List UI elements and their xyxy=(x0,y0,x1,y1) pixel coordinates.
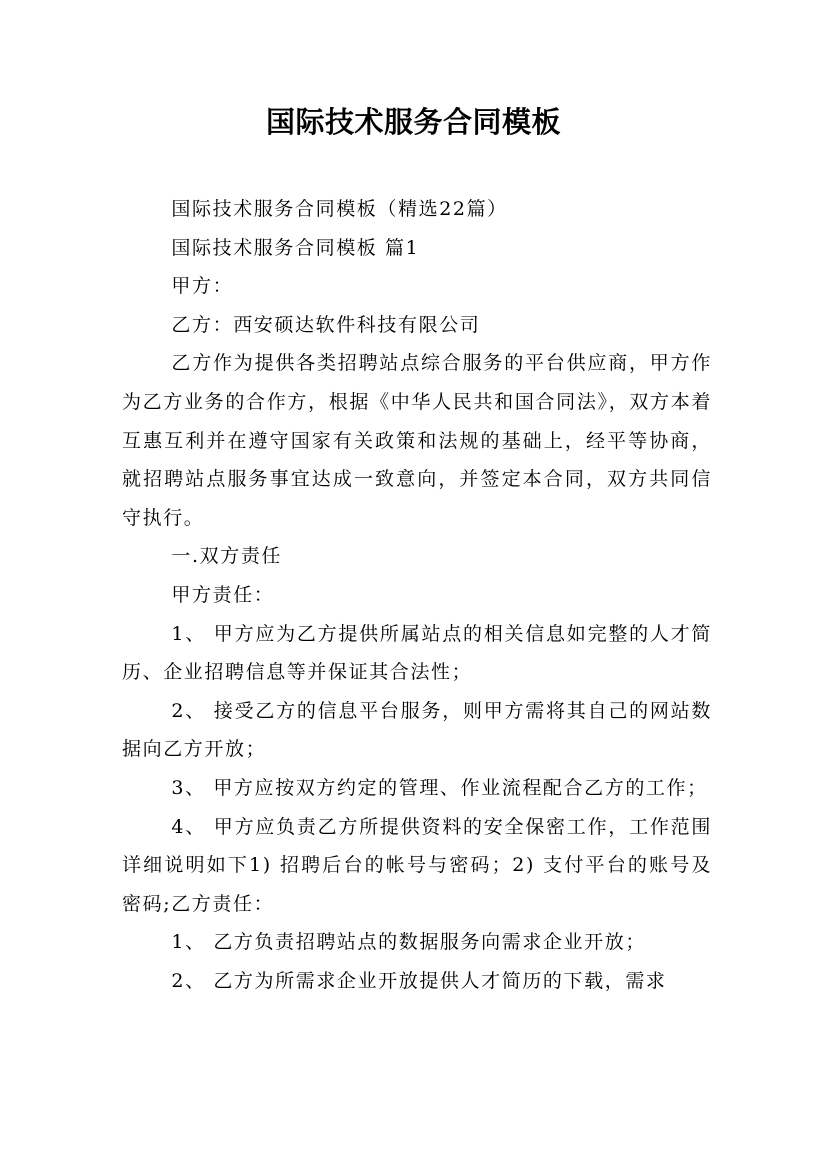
paragraph-clause-2: 2、 接受乙方的信息平台服务，则甲方需将其自己的网站数据向乙方开放； xyxy=(122,699,712,761)
paragraph-party-b-clause-1: 1、 乙方负责招聘站点的数据服务向需求企业开放； xyxy=(171,931,646,954)
paragraph-preamble: 乙方作为提供各类招聘站点综合服务的平台供应商，甲方作为乙方业务的合作方，根据《中华人民共和国合同法》，双方本着互惠互利并在遵守国家有关政策和法规的基础上，经平等协商，就招聘站点服务事宜达成一致意向，并签定本合同，双方共同信守执行。 xyxy=(122,352,712,529)
document-body xyxy=(122,190,712,1000)
paragraph-subtitle: 国际技术服务合同模板（精选22篇） xyxy=(171,198,508,220)
paragraph-party-b-clause-2: 2、 乙方为所需求企业开放提供人才简历的下载，需求 xyxy=(171,969,667,992)
paragraph-clause-4: 4、 甲方应负责乙方所提供资料的安全保密工作，工作范围详细说明如下1) 招聘后台的帐号与密码；2) 支付平台的账号及密码;乙方责任： xyxy=(122,815,712,915)
paragraph-party-b: 乙方：西安硕达软件科技有限公司 xyxy=(171,313,481,336)
paragraph-party-a-duties: 甲方责任： xyxy=(171,583,275,606)
paragraph-section-heading: 一.双方责任 xyxy=(171,545,283,568)
document-title: 国际技术服务合同模板 xyxy=(265,105,561,139)
paragraph-chapter-heading: 国际技术服务合同模板 篇1 xyxy=(171,236,420,259)
paragraph-clause-1: 1、 甲方应为乙方提供所属站点的相关信息如完整的人才简历、企业招聘信息等并保证其合法性； xyxy=(122,622,712,684)
paragraph-clause-3: 3、 甲方应按双方约定的管理、作业流程配合乙方的工作； xyxy=(171,776,708,799)
paragraph-party-a: 甲方： xyxy=(171,275,234,298)
